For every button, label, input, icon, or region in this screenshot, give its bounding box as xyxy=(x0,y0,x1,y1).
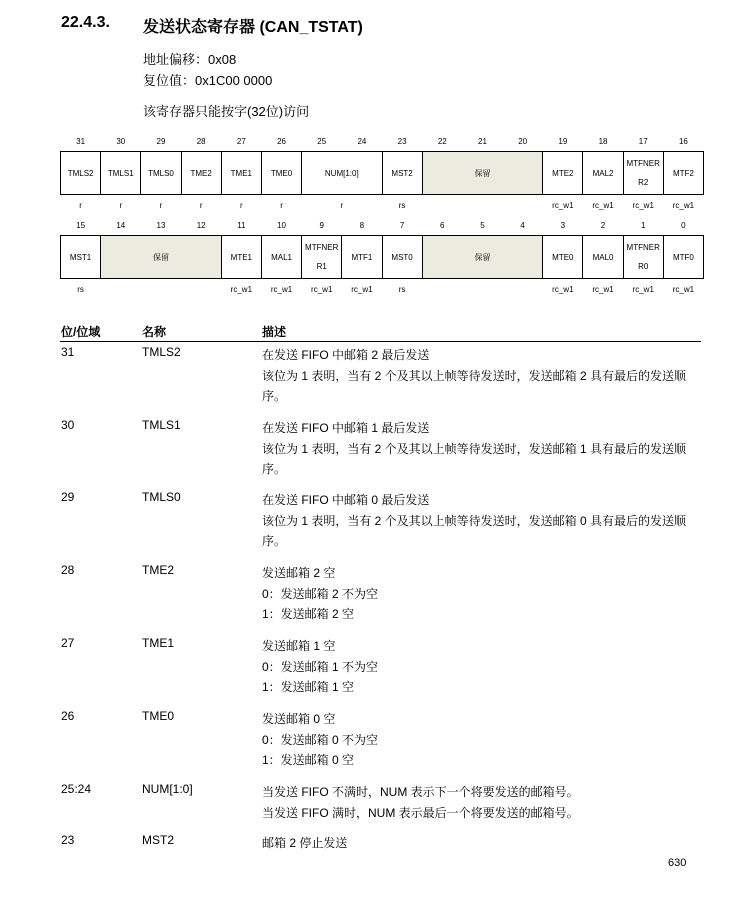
low-bit-number: 3 xyxy=(560,220,566,230)
high-bit-number: 24 xyxy=(357,136,367,146)
low-bit-number: 9 xyxy=(319,220,324,230)
high-register-field: MTE2 xyxy=(543,152,583,195)
reset-value: 复位值：0x1C00 0000 xyxy=(143,73,273,88)
low-bit-number: 1 xyxy=(640,220,646,230)
low-bit-number: 12 xyxy=(196,220,206,230)
high-register-field: TMLS1 xyxy=(101,152,141,195)
high-bit-number: 26 xyxy=(277,136,286,146)
low-bit-number: 11 xyxy=(237,220,246,230)
field-bit: 29 xyxy=(61,490,75,504)
field-name: TMLS1 xyxy=(142,418,181,432)
description-line: 当发送 FIFO 满时，NUM 表示最后一个将要发送的邮箱号。 xyxy=(262,805,579,820)
field-name: TME1 xyxy=(142,636,175,650)
field-description xyxy=(262,709,702,771)
high-bit-number: 20 xyxy=(518,136,528,146)
low-bit-number: 15 xyxy=(76,220,86,230)
low-access-type: rc_w1 xyxy=(351,284,373,294)
description-line: 序。 xyxy=(262,534,287,548)
field-description xyxy=(262,833,702,854)
high-access-type: r xyxy=(240,200,243,210)
description-line: 该位为 1 表明，当有 2 个及其以上帧等待发送时，发送邮箱 2 具有最后的发送顺 xyxy=(262,368,687,383)
high-access-type: rc_w1 xyxy=(632,200,654,210)
low-register-field: MTF1 xyxy=(342,236,382,279)
access-note: 该寄存器只能按字(32位)访问 xyxy=(143,104,310,119)
field-bit: 26 xyxy=(61,709,75,723)
low-access-type: rc_w1 xyxy=(230,284,253,294)
low-bit-number: 0 xyxy=(681,220,686,230)
low-bit-number: 2 xyxy=(600,220,606,230)
high-register-field: TME1 xyxy=(221,152,261,195)
high-bit-number: 27 xyxy=(236,136,246,146)
description-line: 0：发送邮箱 1 不为空 xyxy=(262,659,379,674)
low-register-field: MTE0 xyxy=(543,236,583,279)
description-line: 0：发送邮箱 0 不为空 xyxy=(262,732,379,747)
description-line: 在发送 FIFO 中邮箱 2 最后发送 xyxy=(262,348,430,362)
low-access-type xyxy=(101,279,222,300)
field-bit: 30 xyxy=(61,418,75,432)
low-bit-number: 13 xyxy=(156,220,166,230)
high-access-type: rc_w1 xyxy=(672,200,695,210)
field-description xyxy=(262,490,702,552)
low-access-type: rc_w1 xyxy=(592,284,614,294)
high-register-field: MTFNER R2 xyxy=(623,152,663,195)
field-bit: 27 xyxy=(61,636,75,650)
register-low-half xyxy=(60,215,704,299)
desc-column-header: 描述 xyxy=(262,325,287,339)
high-access-type: r xyxy=(199,200,203,210)
field-description xyxy=(262,782,702,823)
low-bit-number: 7 xyxy=(399,220,405,230)
low-access-type: rc_w1 xyxy=(632,284,654,294)
low-register-field: MTE1 xyxy=(221,236,261,279)
high-register-field: MST2 xyxy=(382,152,422,195)
description-line: 发送邮箱 0 空 xyxy=(262,712,336,726)
address-offset: 地址偏移：0x08 xyxy=(143,52,237,67)
field-bit: 31 xyxy=(61,345,75,359)
description-line: 1：发送邮箱 2 空 xyxy=(262,607,355,621)
description-line: 序。 xyxy=(262,462,287,476)
description-line: 在发送 FIFO 中邮箱 0 最后发送 xyxy=(262,493,430,507)
low-register-field: MST1 xyxy=(61,236,101,279)
high-register-field: MTF2 xyxy=(663,152,703,195)
low-access-type: rc_w1 xyxy=(672,284,695,294)
low-access-type: rc_w1 xyxy=(552,284,574,294)
high-register-field: 保留 xyxy=(422,152,543,195)
high-register-field: TMLS0 xyxy=(141,152,181,195)
field-name: TME2 xyxy=(142,563,175,577)
low-bit-number: 14 xyxy=(116,220,126,230)
description-line: 在发送 FIFO 中邮箱 1 最后发送 xyxy=(262,421,430,435)
field-name: TMLS2 xyxy=(142,345,181,359)
page-number: 630 xyxy=(668,857,687,869)
field-bit: 25:24 xyxy=(61,782,92,796)
high-register-field: TME0 xyxy=(261,152,301,195)
field-table-header xyxy=(60,322,701,342)
low-bit-number: 4 xyxy=(520,220,525,230)
high-bit-number: 17 xyxy=(638,136,648,146)
description-line: 发送邮箱 2 空 xyxy=(262,566,336,580)
low-access-type: rs xyxy=(398,284,406,294)
low-access-type xyxy=(422,279,543,300)
low-register-field: MAL1 xyxy=(261,236,301,279)
field-bit: 23 xyxy=(61,833,75,847)
high-register-field: MAL2 xyxy=(583,152,623,195)
low-access-type: rc_w1 xyxy=(270,284,293,294)
field-name: TMLS0 xyxy=(142,490,181,504)
high-bit-number: 28 xyxy=(196,136,206,146)
high-bit-number: 19 xyxy=(558,136,568,146)
high-access-type: r xyxy=(159,200,163,210)
high-bit-number: 23 xyxy=(397,136,407,146)
high-bit-number: 16 xyxy=(678,136,688,146)
description-line: 1：发送邮箱 0 空 xyxy=(262,753,355,767)
low-bit-number: 5 xyxy=(480,220,485,230)
name-column-header: 名称 xyxy=(142,325,167,339)
high-bit-number: 30 xyxy=(116,136,126,146)
low-register-field: 保留 xyxy=(101,236,222,279)
low-register-field: 保留 xyxy=(422,236,543,279)
high-bit-number: 25 xyxy=(317,136,327,146)
description-line: 序。 xyxy=(262,389,287,403)
high-bit-number: 22 xyxy=(437,136,447,146)
high-register-field: NUM[1:0] xyxy=(302,152,382,195)
high-access-type xyxy=(422,195,543,216)
field-description xyxy=(262,418,702,480)
high-bit-number: 29 xyxy=(156,136,166,146)
low-bit-number: 10 xyxy=(277,220,286,230)
high-access-type: r xyxy=(280,200,283,210)
high-access-type: r xyxy=(79,200,82,210)
description-line: 0：发送邮箱 2 不为空 xyxy=(262,586,379,601)
high-register-field: TME2 xyxy=(181,152,221,195)
section-title: 发送状态寄存器 (CAN_TSTAT) xyxy=(143,19,363,36)
low-access-type: rc_w1 xyxy=(311,284,333,294)
description-line: 当发送 FIFO 不满时，NUM 表示下一个将要发送的邮箱号。 xyxy=(262,785,579,799)
description-line: 1：发送邮箱 1 空 xyxy=(262,680,355,694)
high-access-type: rs xyxy=(398,200,406,210)
description-line: 邮箱 2 停止发送 xyxy=(262,836,348,850)
low-register-field: MTFNER R1 xyxy=(302,236,342,279)
low-bit-number: 8 xyxy=(359,220,365,230)
high-bit-number: 21 xyxy=(478,136,487,146)
high-access-type: r xyxy=(340,200,344,210)
low-bit-number: 6 xyxy=(440,220,445,230)
field-name: NUM[1:0] xyxy=(142,782,193,796)
field-description xyxy=(262,345,702,407)
low-register-field: MTFNER R0 xyxy=(623,236,663,279)
low-register-field: MST0 xyxy=(382,236,422,279)
high-register-field: TMLS2 xyxy=(61,152,101,195)
description-line: 该位为 1 表明，当有 2 个及其以上帧等待发送时，发送邮箱 0 具有最后的发送顺 xyxy=(262,513,687,528)
high-access-type: rc_w1 xyxy=(592,200,614,210)
low-register-field: MTF0 xyxy=(663,236,703,279)
description-line: 发送邮箱 1 空 xyxy=(262,639,336,653)
field-description xyxy=(262,636,702,698)
register-high-half xyxy=(60,131,704,215)
field-name: TME0 xyxy=(142,709,175,723)
high-bit-number: 31 xyxy=(76,136,86,146)
field-description xyxy=(262,563,702,625)
bit-column-header: 位/位域 xyxy=(61,325,101,339)
high-access-type: r xyxy=(119,200,123,210)
field-name: MST2 xyxy=(142,833,175,847)
field-bit: 28 xyxy=(61,563,75,577)
high-bit-number: 18 xyxy=(598,136,608,146)
description-line: 该位为 1 表明，当有 2 个及其以上帧等待发送时，发送邮箱 1 具有最后的发送顺 xyxy=(262,441,687,456)
high-access-type: rc_w1 xyxy=(552,200,574,210)
low-access-type: rs xyxy=(77,284,84,294)
section-number: 22.4.3. xyxy=(61,14,110,31)
low-register-field: MAL0 xyxy=(583,236,623,279)
